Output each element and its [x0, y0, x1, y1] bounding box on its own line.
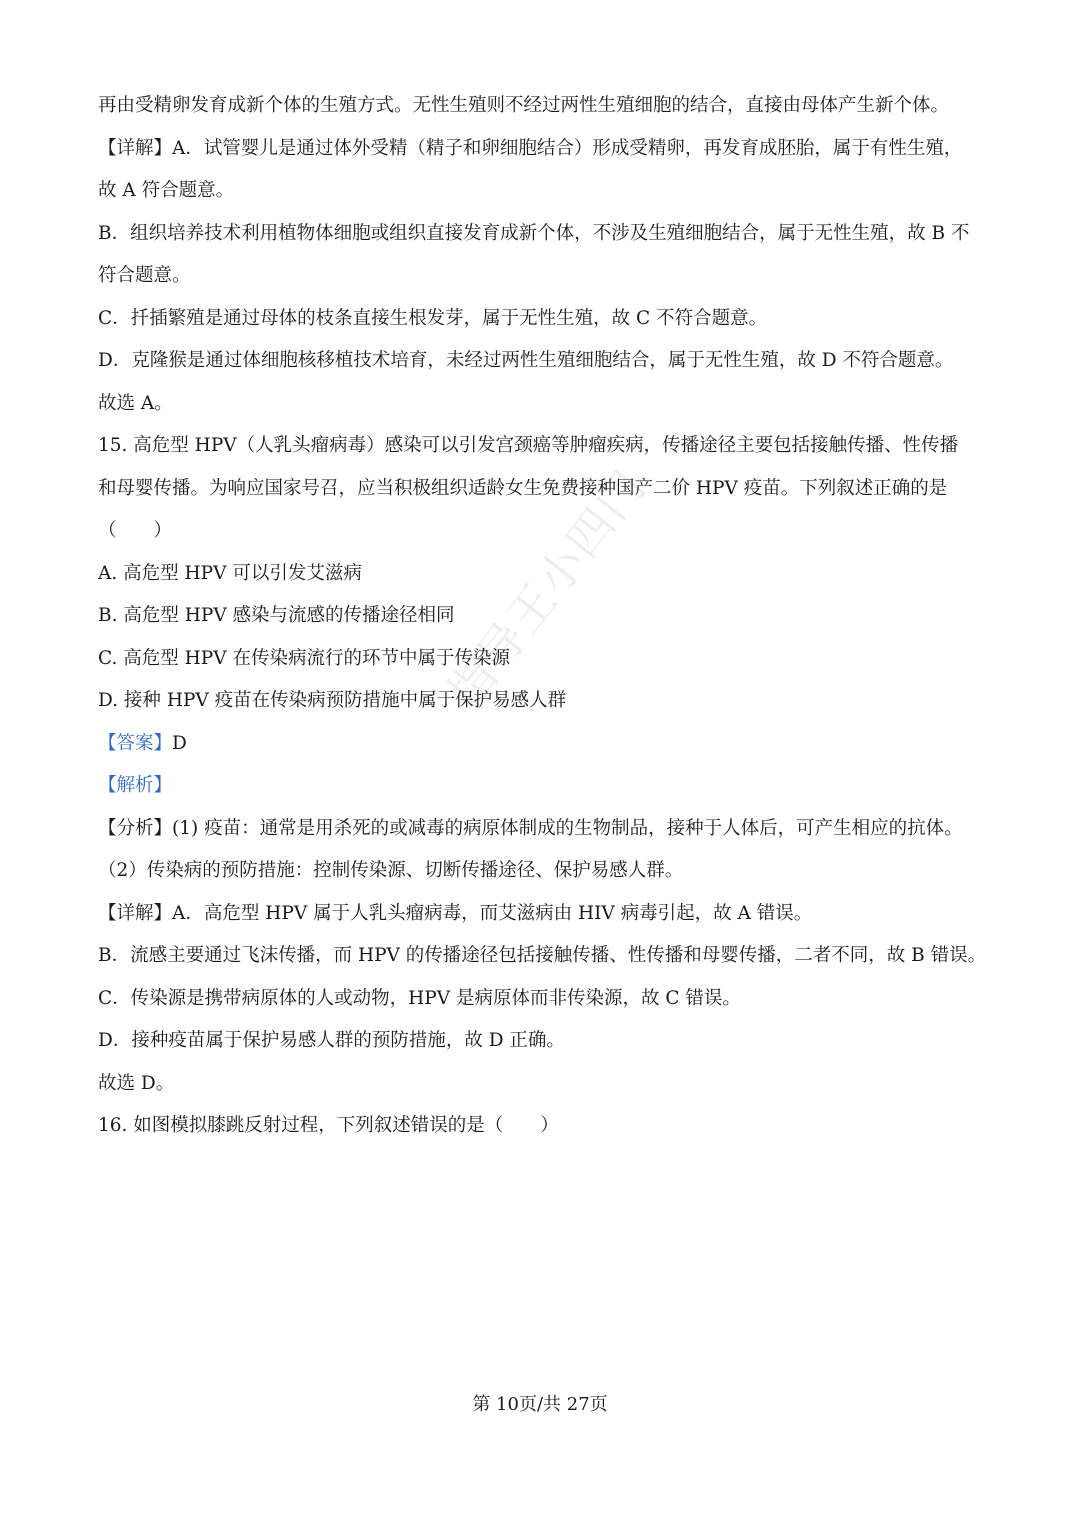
text-line: 故选 A。 — [98, 392, 173, 414]
text-line: 【分析】(1) 疫苗：通常是用杀死的或减毒的病原体制成的生物制品，接种于人体后，可产生相应的抗体。 — [98, 817, 963, 839]
option-a: A. 高危型 HPV 可以引发艾滋病 — [98, 562, 362, 584]
text-line: C．传染源是携带病原体的人或动物，HPV 是病原体而非传染源，故 C 错误。 — [98, 987, 741, 1009]
text-line: D．接种疫苗属于保护易感人群的预防措施，故 D 正确。 — [98, 1030, 565, 1051]
answer-tag: 【答案】 — [98, 732, 173, 754]
text-line: （2）传染病的预防措施：控制传染源、切断传播途径、保护易感人群。 — [98, 860, 684, 881]
answer-line — [98, 723, 988, 766]
text-line: B．流感主要通过飞沫传播，而 HPV 的传播途径包括接触传播、性传播和母婴传播，二者不同，故 B 错误。 — [98, 945, 987, 966]
text-line: 【详解】A．试管婴儿是通过体外受精（精子和卵细胞结合）形成受精卵，再发育成胚胎，属于有性生殖， — [98, 137, 963, 159]
text-line: 故选 D。 — [98, 1072, 175, 1094]
question-15-stem: 和母婴传播。为响应国家号召，应当积极组织适龄女生免费接种国产二价 HPV 疫苗。下列叙述正确的是 — [98, 477, 948, 499]
text-line: C．扦插繁殖是通过母体的枝条直接生根发芽，属于无性生殖，故 C 不符合题意。 — [98, 307, 768, 329]
page-footer: 第 10页/共 27页 — [472, 1394, 608, 1415]
text-line: 符合题意。 — [98, 265, 191, 286]
question-15-stem: 15. 高危型 HPV（人乳头瘤病毒）感染可以引发宫颈癌等肿瘤疾病，传播途径主要包括接触传播、性传播 — [98, 435, 959, 456]
question-15-blank: （ ） — [98, 520, 173, 541]
option-c: C. 高危型 HPV 在传染病流行的环节中属于传染源 — [98, 647, 510, 669]
analysis-tag: 【解析】 — [98, 775, 173, 796]
text-line: 再由受精卵发育成新个体的生殖方式。无性生殖则不经过两性生殖细胞的结合，直接由母体产生新个体。 — [98, 95, 950, 116]
text-line: 故 A 符合题意。 — [98, 180, 235, 201]
watermark: 指导王小四门 — [437, 458, 657, 719]
question-16-stem: 16. 如图模拟膝跳反射过程，下列叙述错误的是（ ） — [98, 1115, 559, 1136]
option-d: D. 接种 HPV 疫苗在传染病预防措施中属于保护易感人群 — [98, 690, 567, 711]
answer-value: D — [172, 732, 187, 754]
option-b: B. 高危型 HPV 感染与流感的传播途径相同 — [98, 605, 455, 626]
text-line: B．组织培养技术利用植物体细胞或组织直接发育成新个体，不涉及生殖细胞结合，属于无性生殖，故 B 不 — [98, 222, 970, 244]
text-line: D．克隆猴是通过体细胞核移植技术培育，未经过两性生殖细胞结合，属于无性生殖，故 D 不符合题意。 — [98, 350, 954, 371]
text-line: 【详解】A．高危型 HPV 属于人乳头瘤病毒，而艾滋病由 HIV 病毒引起，故 A 错误。 — [98, 902, 813, 924]
